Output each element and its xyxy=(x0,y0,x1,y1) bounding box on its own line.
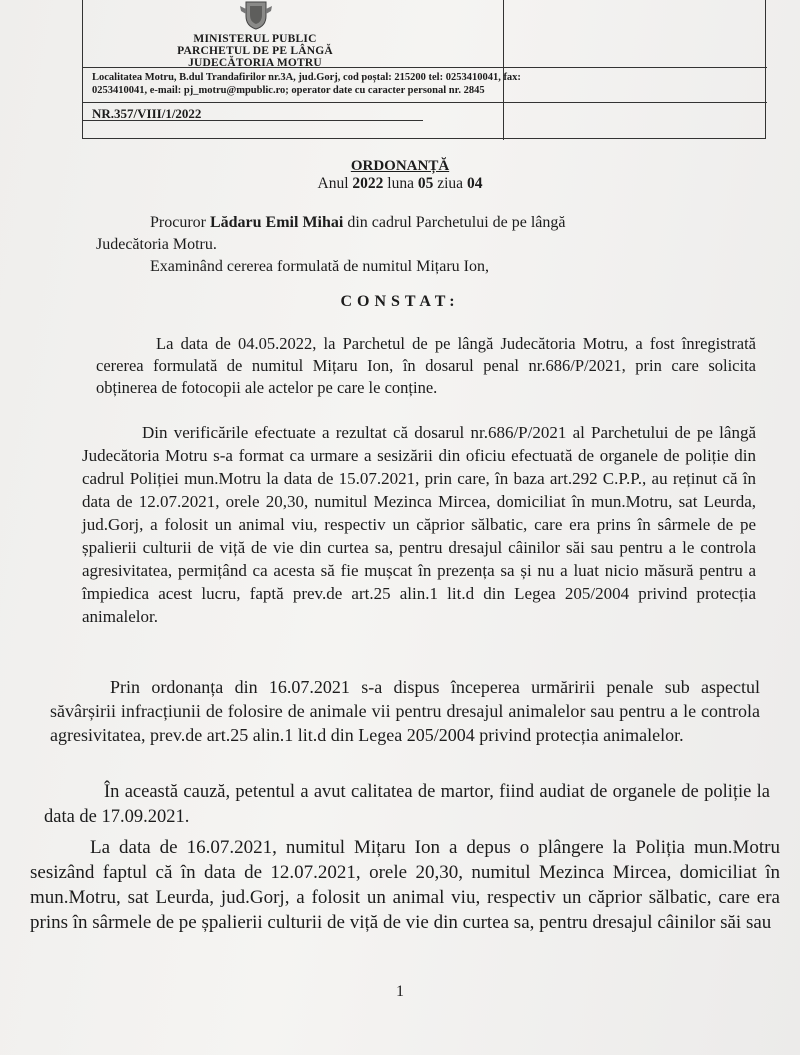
ministry-line: JUDECĂTORIA MOTRU xyxy=(188,57,322,69)
date-month-label: luna xyxy=(387,175,414,192)
date-month: 05 xyxy=(417,175,434,192)
date-day-label: ziua xyxy=(437,175,464,192)
paragraph-text: În această cauză, petentul a avut calitatea de martor, fiind audiat de organele de poliție la data de 17.09.2021. xyxy=(44,782,770,827)
paragraph xyxy=(44,780,770,829)
ministry-line: PARCHETUL DE PE LÂNGĂ xyxy=(177,45,333,57)
date-day: 04 xyxy=(466,175,483,192)
coat-of-arms-icon xyxy=(238,0,274,30)
paragraph xyxy=(82,421,756,628)
page-number: 1 xyxy=(396,983,404,1000)
paragraph-text: Prin ordonanța din 16.07.2021 s-a dispus începerea urmăririi penale sub aspectul săvârșirii infracțiunii de folosire de animale vii pentru dresajul animalelor sau pentru a le controla agresivitatea, prev.de art.25 alin.1 lit.d din Legea 205/2004 privind protecția animalelor. xyxy=(50,677,760,745)
paragraph-text: La data de 16.07.2021, numitul Mițaru Ion a depus o plângere la Poliția mun.Motru sesizând faptul că în data de 12.07.2021, orele 20,30, numitul Mezinca Mircea, domiciliat în mun.Motru, sat Leurda, jud.Gorj, a folosit un animal viu, respectiv un căprior sălbatic, care era prins în sârmele de pe șpalierii culturii de viță de vie din curtea sa, pentru dresajul câinilor săi sau xyxy=(30,837,780,933)
paragraph-text: La data de 04.05.2022, la Parchetul de pe lângă Judecătoria Motru, a fost înregistrată cererea formulată de numitul Mițaru Ion, în dosarul penal nr.686/P/2021, prin care solicita obținerea de fotocopii ale actelor pe care le conține. xyxy=(96,334,756,397)
address-line: Localitatea Motru, B.dul Trandafirilor nr.3A, jud.Gorj, cod poștal: 215200 tel: 0253410041, fax: xyxy=(92,72,521,83)
section-heading-constat: CONSTAT: xyxy=(340,293,460,310)
header-table-divider xyxy=(503,0,504,140)
address-line: 0253410041, e-mail: pj_motru@mpublic.ro; operator date cu caracter personal nr. 2845 xyxy=(92,84,485,96)
document-title: ORDONANȚĂ xyxy=(350,158,450,174)
prosecutor-suffix: din cadrul Parchetului de pe lângă xyxy=(347,214,566,231)
prosecutor-name: Lădaru Emil Mihai xyxy=(209,214,344,231)
paragraph xyxy=(96,333,756,399)
paragraph xyxy=(30,835,780,935)
prosecutor-prefix: Procuror xyxy=(150,214,206,231)
registration-number: NR.357/VIII/1/2022 xyxy=(92,106,202,121)
date-year: 2022 xyxy=(352,175,384,192)
ministry-heading xyxy=(150,33,360,69)
address-block xyxy=(92,72,752,97)
examining-line: Examinând cererea formulată de numitul Mițaru Ion, xyxy=(150,258,489,275)
prosecutor-line2: Judecătoria Motru. xyxy=(96,236,217,253)
intro-prosecutor xyxy=(96,212,756,278)
document-date xyxy=(0,175,800,193)
date-prefix: Anul xyxy=(317,175,349,192)
paragraph-text: Din verificările efectuate a rezultat că dosarul nr.686/P/2021 al Parchetului de pe lângă Judecătoria Motru s-a format ca urmare a sesizării din oficiu efectuată de organele de poliție din cadrul Poliției mun.Motru la data de 15.07.2021, prin care, în baza art.292 C.P.P., au reținut că în data de 12.07.2021, orele 20,30, numitul Mezinca Mircea, domiciliat în mun.Motru, sat Leurda, jud.Gorj, a folosit un animal viu, respectiv un căprior sălbatic, care era prins în sârmele de pe șpalierii culturii de viță de vie din curtea sa, pentru dresajul câinilor săi sau pentru a le controla agresivitatea, permițând ca acesta să fie mușcat în prezența sa și nu a luat nicio măsură pentru a împiedica acest lucru, faptă prev.de art.25 alin.1 lit.d din Legea 205/2004 privind protecția animalelor. xyxy=(82,423,756,626)
header-table-rule xyxy=(83,102,767,103)
paragraph xyxy=(50,675,760,747)
ministry-line: MINISTERUL PUBLIC xyxy=(193,33,317,45)
